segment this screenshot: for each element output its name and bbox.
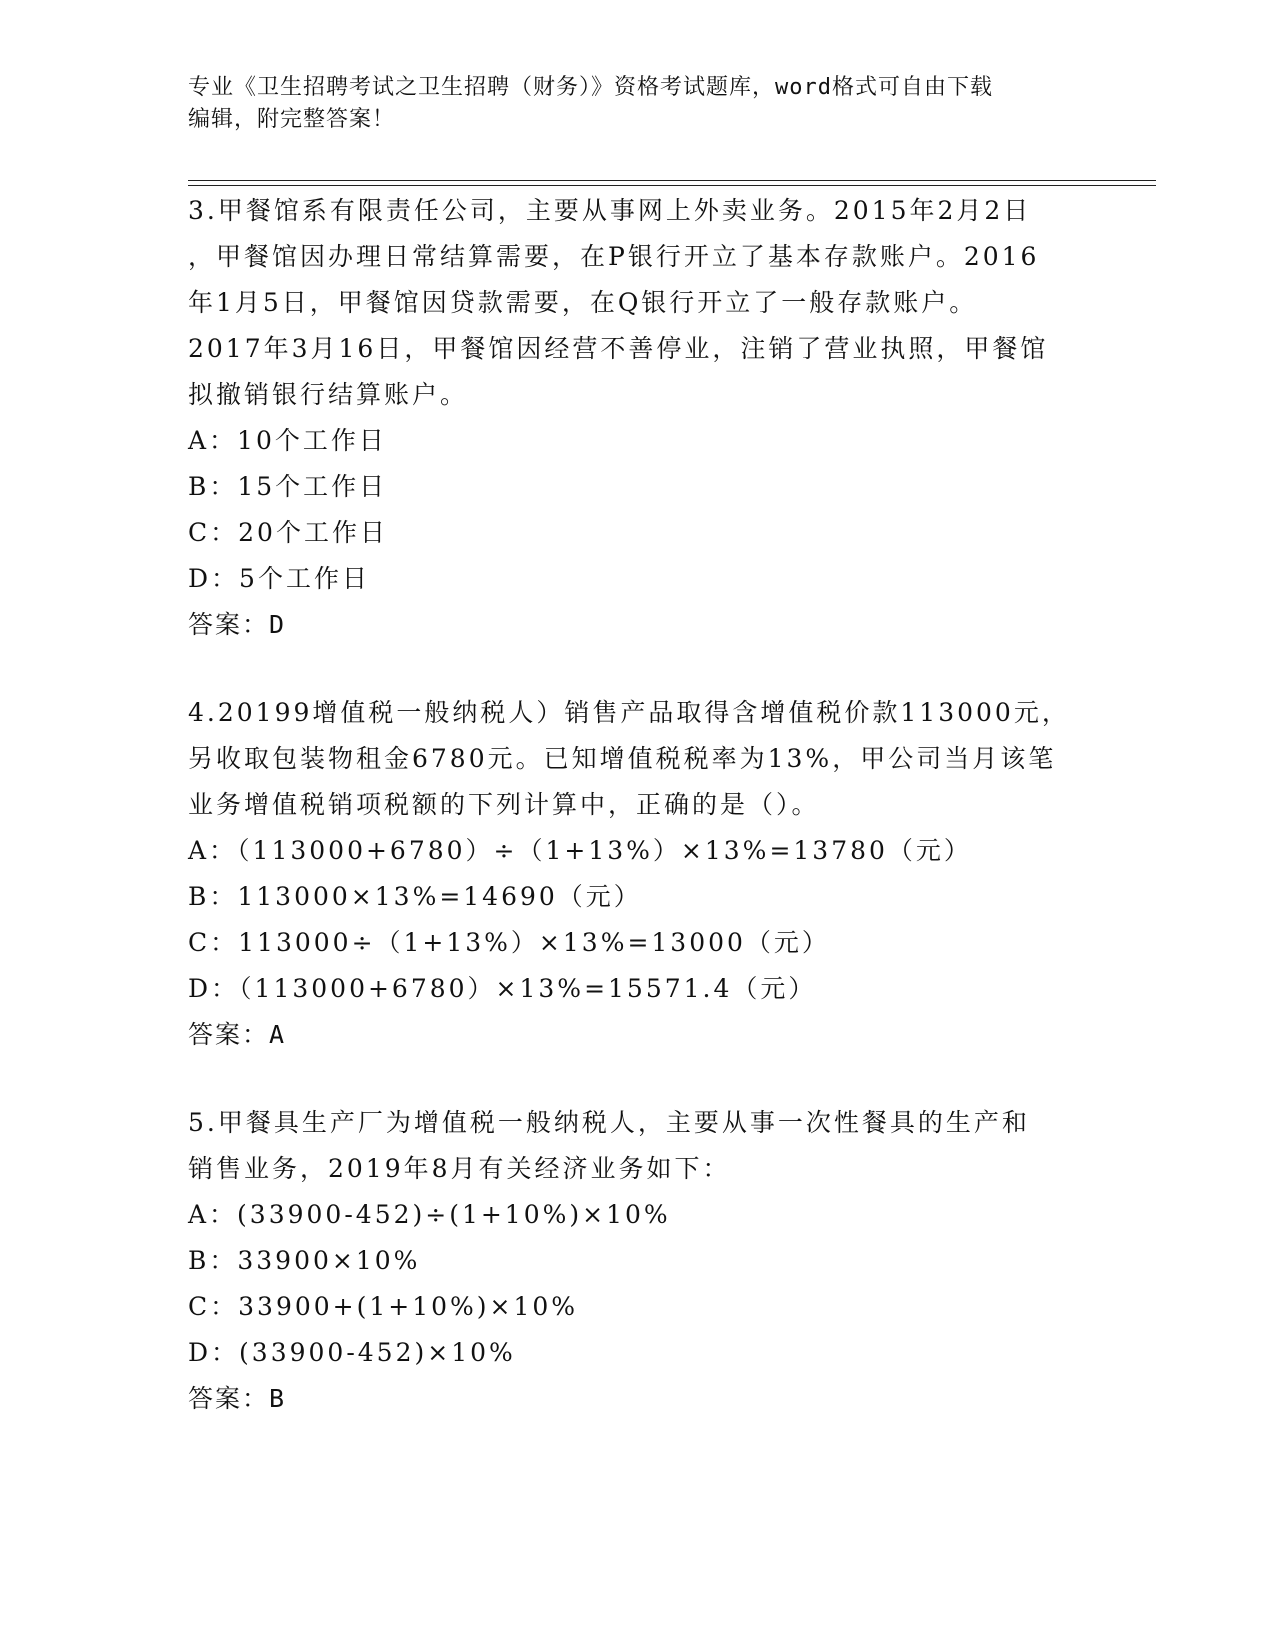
header-line-2: 编辑，附完整答案！ [188,107,396,132]
question-3-line: 年1月5日，甲餐馆因贷款需要，在Q银行开立了一般存款账户。 [188,288,978,317]
question-4-option-b: B：113000×13%=14690（元） [188,882,642,911]
question-3-option-d: D：5个工作日 [188,564,370,593]
question-3-line: 拟撤销银行结算账户。 [188,380,469,409]
question-4-line: 业务增值税销项税额的下列计算中，正确的是（）。 [188,790,820,819]
question-5-option-d: D：(33900-452)×10% [188,1338,516,1367]
question-3-option-a: A：10个工作日 [188,426,387,455]
document-header [188,72,1088,136]
question-4-option-c: C：113000÷（1+13%）×13%=13000（元） [188,928,830,957]
question-4-line: 4.20199增值税一般纳税人）销售产品取得含增值税价款113000元， [188,698,1070,727]
question-5-option-c: C：33900+(1+10%)×10% [188,1292,579,1321]
question-3-line: 3.甲餐馆系有限责任公司，主要从事网上外卖业务。2015年2月2日 [188,196,1032,225]
question-5-answer: 答案：B [188,1384,287,1413]
question-4-option-d: D：（113000+6780）×13%=15571.4（元） [188,974,817,1003]
question-5-line: 销售业务，2019年8月有关经济业务如下： [188,1154,731,1183]
question-4-option-a: A：（113000+6780）÷（1+13%）×13%=13780（元） [188,836,972,865]
question-5-option-a: A：(33900-452)÷(1+10%)×10% [188,1200,671,1229]
question-5-line: 5.甲餐具生产厂为增值税一般纳税人，主要从事一次性餐具的生产和 [188,1108,1030,1137]
question-3-line: ，甲餐馆因办理日常结算需要，在P银行开立了基本存款账户。2016 [188,242,1040,271]
question-5-option-b: B：33900×10% [188,1246,421,1275]
question-3-option-c: C：20个工作日 [188,518,388,547]
question-4-line: 另收取包装物租金6780元。已知增值税税率为13%，甲公司当月该笔 [188,744,1057,773]
question-3-option-b: B：15个工作日 [188,472,388,501]
question-3-line: 2017年3月16日，甲餐馆因经营不善停业，注销了营业执照，甲餐馆 [188,334,1049,363]
question-3-answer: 答案：D [188,610,287,639]
question-5 [188,1100,1088,1422]
header-divider-bottom [188,185,1156,186]
question-4 [188,690,1088,1058]
header-divider-top [188,180,1156,181]
header-line-1: 专业《卫生招聘考试之卫生招聘（财务）》资格考试题库，word格式可自由下载 [188,75,993,100]
question-4-answer: 答案：A [188,1020,287,1049]
question-3 [188,188,1088,648]
